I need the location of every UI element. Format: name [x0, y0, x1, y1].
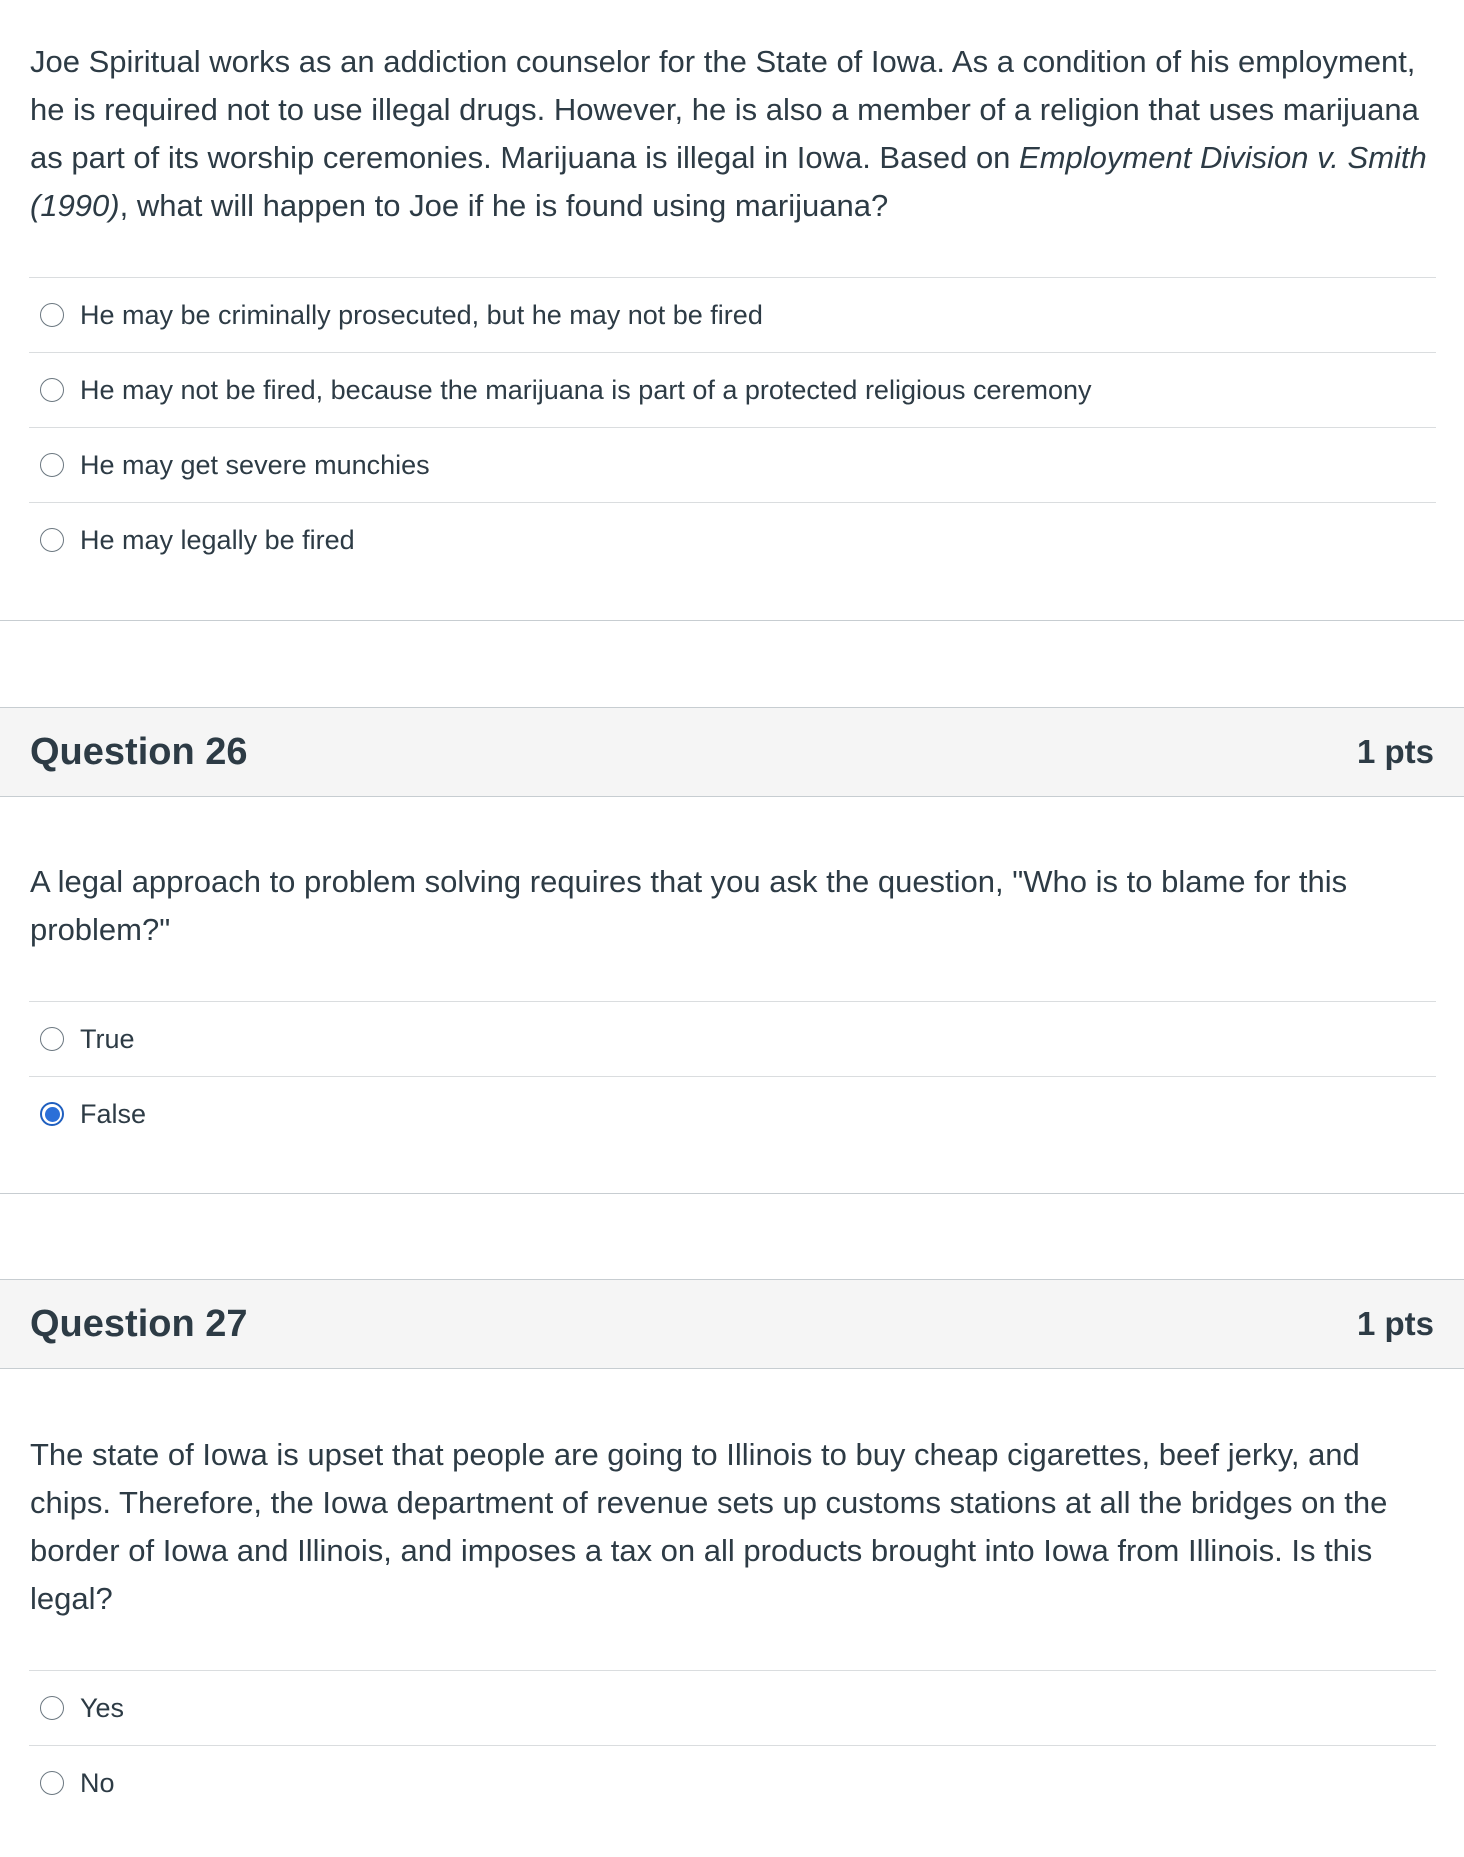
answer-label: He may be criminally prosecuted, but he may not be fired [80, 299, 763, 330]
radio-button[interactable] [40, 1027, 64, 1051]
question-27-answer-no[interactable] [29, 1745, 1436, 1820]
question-25-answer-2[interactable] [29, 352, 1436, 427]
answer-label: False [80, 1098, 147, 1129]
question-divider [0, 1193, 1464, 1194]
answer-label: Yes [80, 1692, 125, 1723]
question-27-text: The state of Iowa is upset that people are going to Illinois to buy cheap cigarettes, beef jerky, and chips. Therefore, the Iowa department of revenue sets up customs stations at all the bridges on the border of Iowa and Illinois, and imposes a tax on all products brought into Iowa from Illinois. Is this legal? [30, 1437, 1388, 1616]
question-27-points: 1 pts [1356, 1305, 1434, 1342]
answer-label: True [80, 1023, 135, 1054]
radio-button[interactable] [40, 528, 64, 552]
question-26-answer-false[interactable] [29, 1076, 1436, 1151]
question-27-header [0, 1279, 1464, 1369]
radio-button[interactable] [40, 303, 64, 327]
question-25-answer-1[interactable] [29, 277, 1436, 352]
question-26-title: Question 26 [30, 730, 248, 773]
answer-label: He may get severe munchies [80, 449, 430, 480]
question-25-text-part1: Joe Spiritual works as an addiction counselor for the State of Iowa. As a condition of his employment, he is required not to use illegal drugs. However, he is also a member of a religion that uses marijuana as part of its worship ceremonies. Marijuana is illegal in Iowa. Based on [30, 44, 1419, 175]
answer-label: No [80, 1767, 115, 1798]
question-25-answer-4[interactable] [29, 502, 1436, 577]
question-25-answers [29, 277, 1436, 577]
answer-label: He may legally be fired [80, 524, 355, 555]
question-26-points: 1 pts [1356, 733, 1434, 770]
question-26-text: A legal approach to problem solving requires that you ask the question, "Who is to blame for this problem?" [30, 864, 1348, 947]
question-25-text-part2: , what will happen to Joe if he is found using marijuana? [119, 188, 889, 223]
radio-button[interactable] [40, 378, 64, 402]
question-27-answers [29, 1670, 1436, 1820]
question-26-answer-true[interactable] [29, 1001, 1436, 1076]
radio-button[interactable] [40, 1771, 64, 1795]
question-25-text [30, 38, 1440, 230]
answer-label: He may not be fired, because the marijuana is part of a protected religious ceremony [80, 374, 1092, 405]
question-26-header [0, 707, 1464, 797]
question-27-answer-yes[interactable] [29, 1670, 1436, 1745]
radio-button[interactable] [40, 1696, 64, 1720]
radio-button[interactable] [40, 453, 64, 477]
question-25-answer-3[interactable] [29, 427, 1436, 502]
question-25-case-name: Employment Division v. Smith (1990) [30, 140, 1427, 223]
question-27-title: Question 27 [30, 1302, 248, 1345]
radio-button-selected[interactable] [40, 1102, 64, 1126]
question-divider [0, 620, 1464, 621]
question-26-answers [29, 1001, 1436, 1151]
